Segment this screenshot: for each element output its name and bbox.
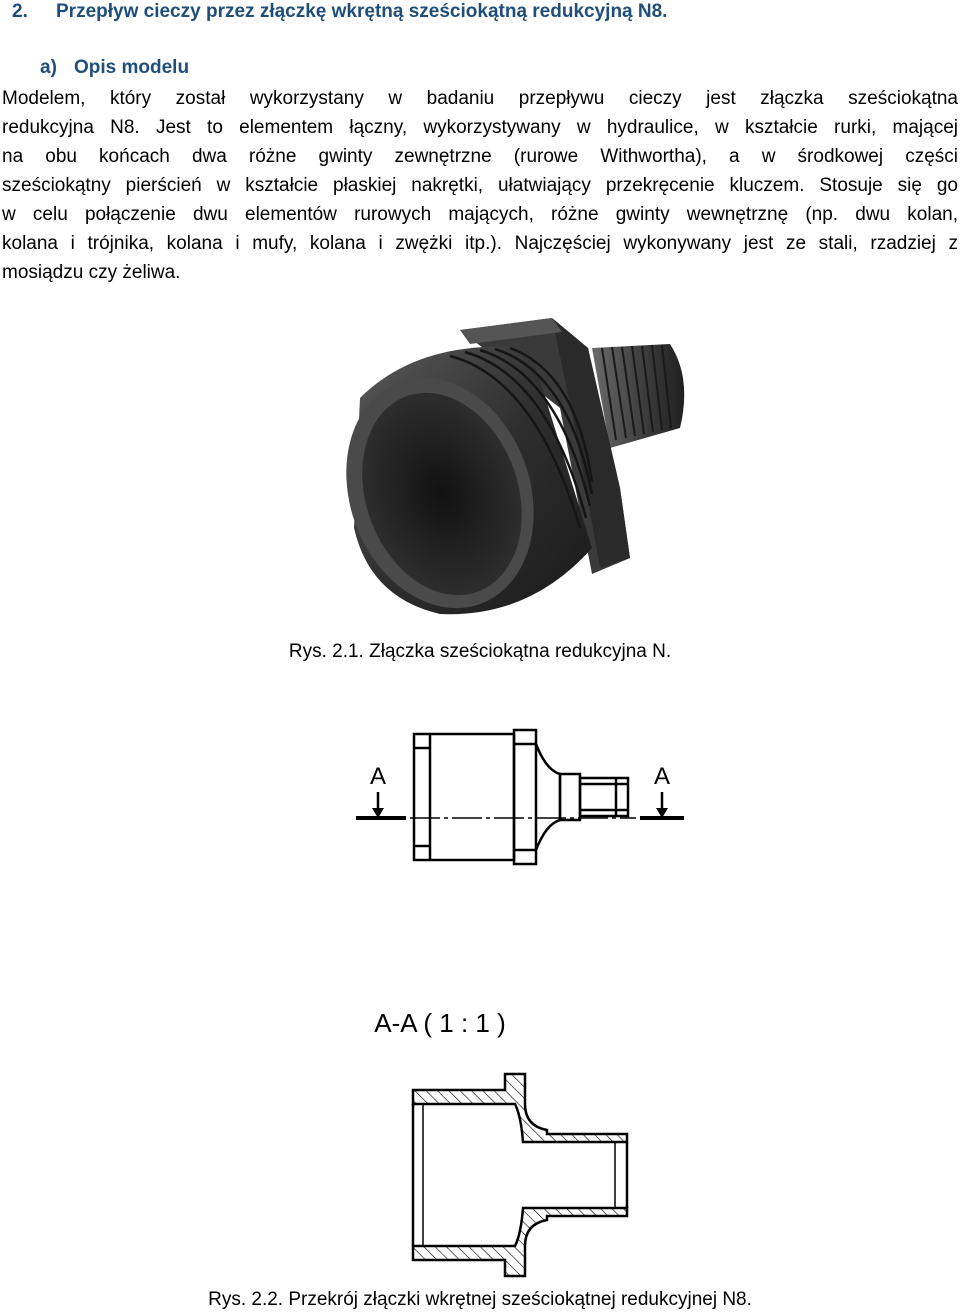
- fitting-3d-render: [330, 318, 710, 638]
- subsection-title: Opis modelu: [74, 57, 190, 78]
- figure-1-caption: Rys. 2.1. Złączka sześciokątna redukcyjna N.: [288, 641, 672, 662]
- paragraph-line: mosiądzu czy żeliwa.: [2, 262, 181, 283]
- figure-2-caption: Rys. 2.2. Przekrój złączki wkrętnej sześciokątnej redukcyjnej N8.: [208, 1289, 752, 1310]
- section-view-title: A-A ( 1 : 1 ): [374, 1008, 506, 1038]
- fitting-side-view-drawing: [350, 730, 690, 870]
- section-title: Przepływ cieczy przez złączkę wkrętną sześciokątną redukcyjną N8.: [56, 1, 668, 22]
- paragraph-line: kolana i trójnika, kolana i mufy, kolana i zwężki itp.). Najczęściej wykonywany jest ze stali, rzadziej z: [2, 233, 958, 254]
- paragraph-line: redukcyjna N8. Jest to elementem łączny, wykorzystywany w hydraulice, w kształcie rurki, mającej: [2, 117, 958, 138]
- paragraph-line: na obu końcach dwa różne gwinty zewnętrzne (rurowe Withwortha), a w środkowej części: [2, 146, 958, 167]
- section-heading: [12, 0, 667, 24]
- upper-wall-section: [413, 1074, 627, 1142]
- section-cut-marker-right: [640, 792, 684, 818]
- paragraph-line: sześciokątny pierścień w kształcie płaskiej nakrętki, ułatwiający przekręcenie kluczem. Stosuje się go: [2, 175, 958, 196]
- subsection-marker: a): [40, 57, 57, 78]
- hex-outline: [514, 730, 536, 864]
- paragraph-line: w celu połączenie dwu elementów rurowych mających, różne gwinty wewnętrznę (np. dwu kolan,: [2, 204, 958, 225]
- section-label-left: A: [369, 763, 387, 790]
- description-paragraph: [2, 84, 958, 287]
- fitting-section-drawing: [405, 1070, 645, 1280]
- section-number: 2.: [12, 1, 28, 22]
- lower-wall-section: [413, 1208, 627, 1276]
- paragraph-line: Modelem, który został wykorzystany w badaniu przepływu cieczy jest złączka sześciokątna: [2, 88, 958, 109]
- subsection-heading: [40, 56, 189, 80]
- section-cut-marker-left: [356, 792, 406, 818]
- section-label-right: A: [653, 763, 671, 790]
